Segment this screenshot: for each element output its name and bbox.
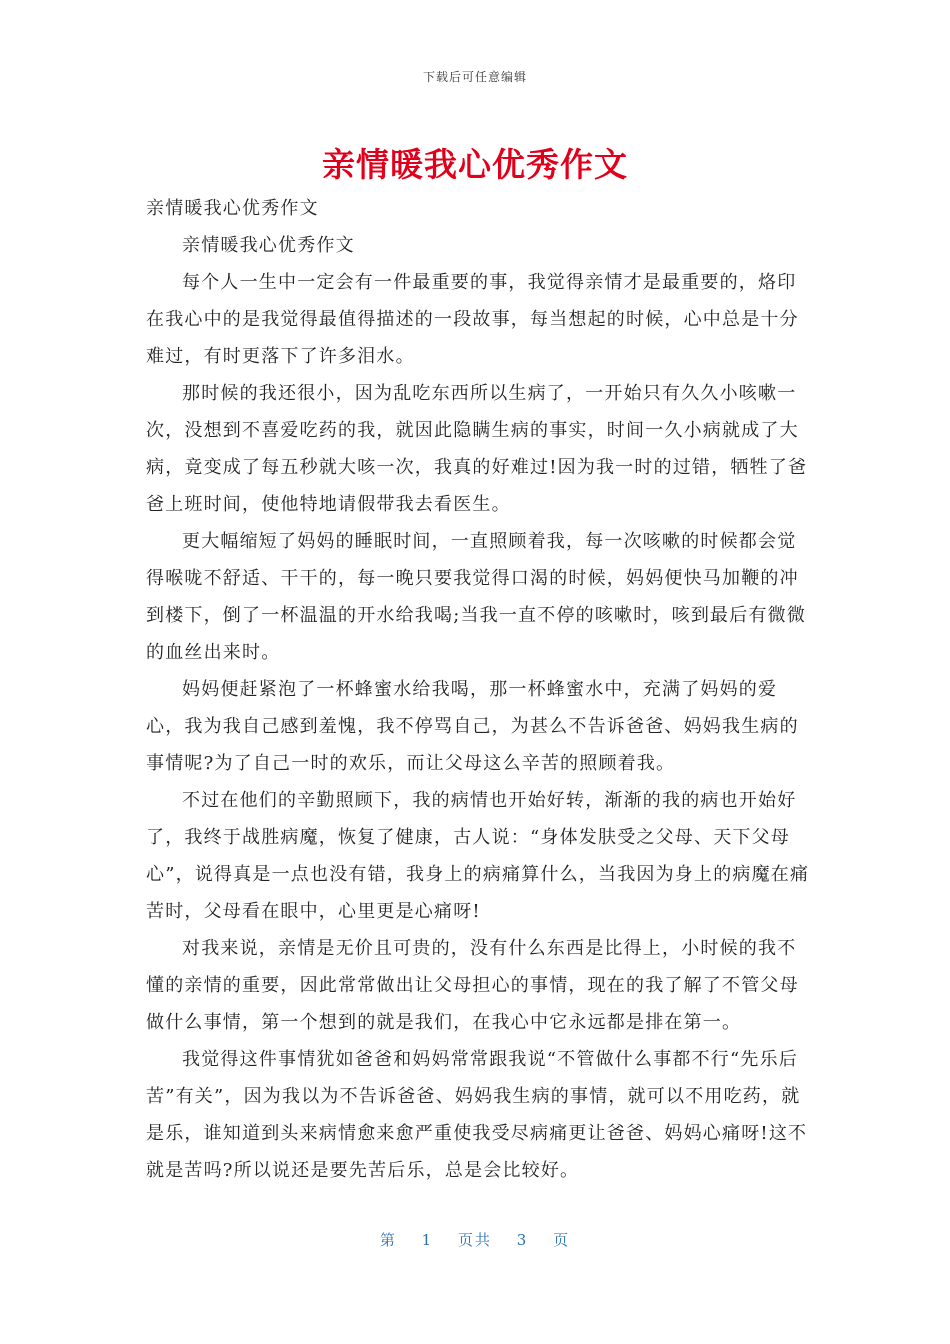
paragraph: 那时候的我还很小，因为乱吃东西所以生病了，一开始只有久久小咳嗽一次，没想到不喜爱吃药的我，就因此隐瞒生病的事实，时间一久小病就成了大病，竟变成了每五秒就大咳一次，我真的好难过!因为我一时的过错，牺牲了爸爸上班时间，使他特地请假带我去看医生。 [146,383,808,515]
footer-label-page: 第 [379,1231,397,1249]
paragraph: 亲情暖我心优秀作文 [182,235,355,256]
header-note: 下载后可任意编辑 [422,70,527,84]
footer-label-end: 页 [553,1231,571,1249]
page-footer [0,1229,950,1250]
paragraph: 亲情暖我心优秀作文 [146,198,319,219]
paragraph: 更大幅缩短了妈妈的睡眠时间，一直照顾着我，每一次咳嗽的时候都会觉得喉咙不舒适、干干的，每一晚只要我觉得口渴的时候，妈妈便快马加鞭的冲到楼下，倒了一杯温温的开水给我喝;当我一直不停的咳嗽时，咳到最后有微微的血丝出来时。 [146,531,807,663]
total-page-count: 3 [516,1231,529,1249]
paragraph: 妈妈便赶紧泡了一杯蜂蜜水给我喝，那一杯蜂蜜水中，充满了妈妈的爱心，我为我自己感到羞愧，我不停骂自己，为甚么不告诉爸爸、妈妈我生病的事情呢?为了自己一时的欢乐，而让父母这么辛苦的照顾着我。 [146,679,799,774]
paragraph: 每个人一生中一定会有一件最重要的事，我觉得亲情才是最重要的，烙印在我心中的是我觉得最值得描述的一段故事，每当想起的时候，心中总是十分难过，有时更落下了许多泪水。 [146,272,799,367]
footer-label-of: 页共 [457,1231,492,1249]
paragraph: 我觉得这件事情犹如爸爸和妈妈常常跟我说“不管做什么事都不行“先乐后苦”有关”，因为我以为不告诉爸爸、妈妈我生病的事情，就可以不用吃药，就是乐，谁知道到头来病情愈来愈严重使我受尽病痛更让爸爸、妈妈心痛呀!这不就是苦吗?所以说还是要先苦后乐，总是会比较好。 [146,1049,808,1181]
document-body [146,190,810,1189]
current-page-number: 1 [421,1231,434,1249]
paragraph: 对我来说，亲情是无价且可贵的，没有什么东西是比得上，小时候的我不懂的亲情的重要，因此常常做出让父母担心的事情，现在的我了解了不管父母做什么事情，第一个想到的就是我们，在我心中它永远都是排在第一。 [146,938,799,1033]
document-title: 亲情暖我心优秀作文 [322,145,628,184]
paragraph: 不过在他们的辛勤照顾下，我的病情也开始好转，渐渐的我的病也开始好了，我终于战胜病魔，恢复了健康，古人说：“身体发肤受之父母、天下父母心”，说得真是一点也没有错，我身上的病痛算什么，当我因为身上的病魔在痛苦时，父母看在眼中，心里更是心痛呀! [146,790,810,922]
